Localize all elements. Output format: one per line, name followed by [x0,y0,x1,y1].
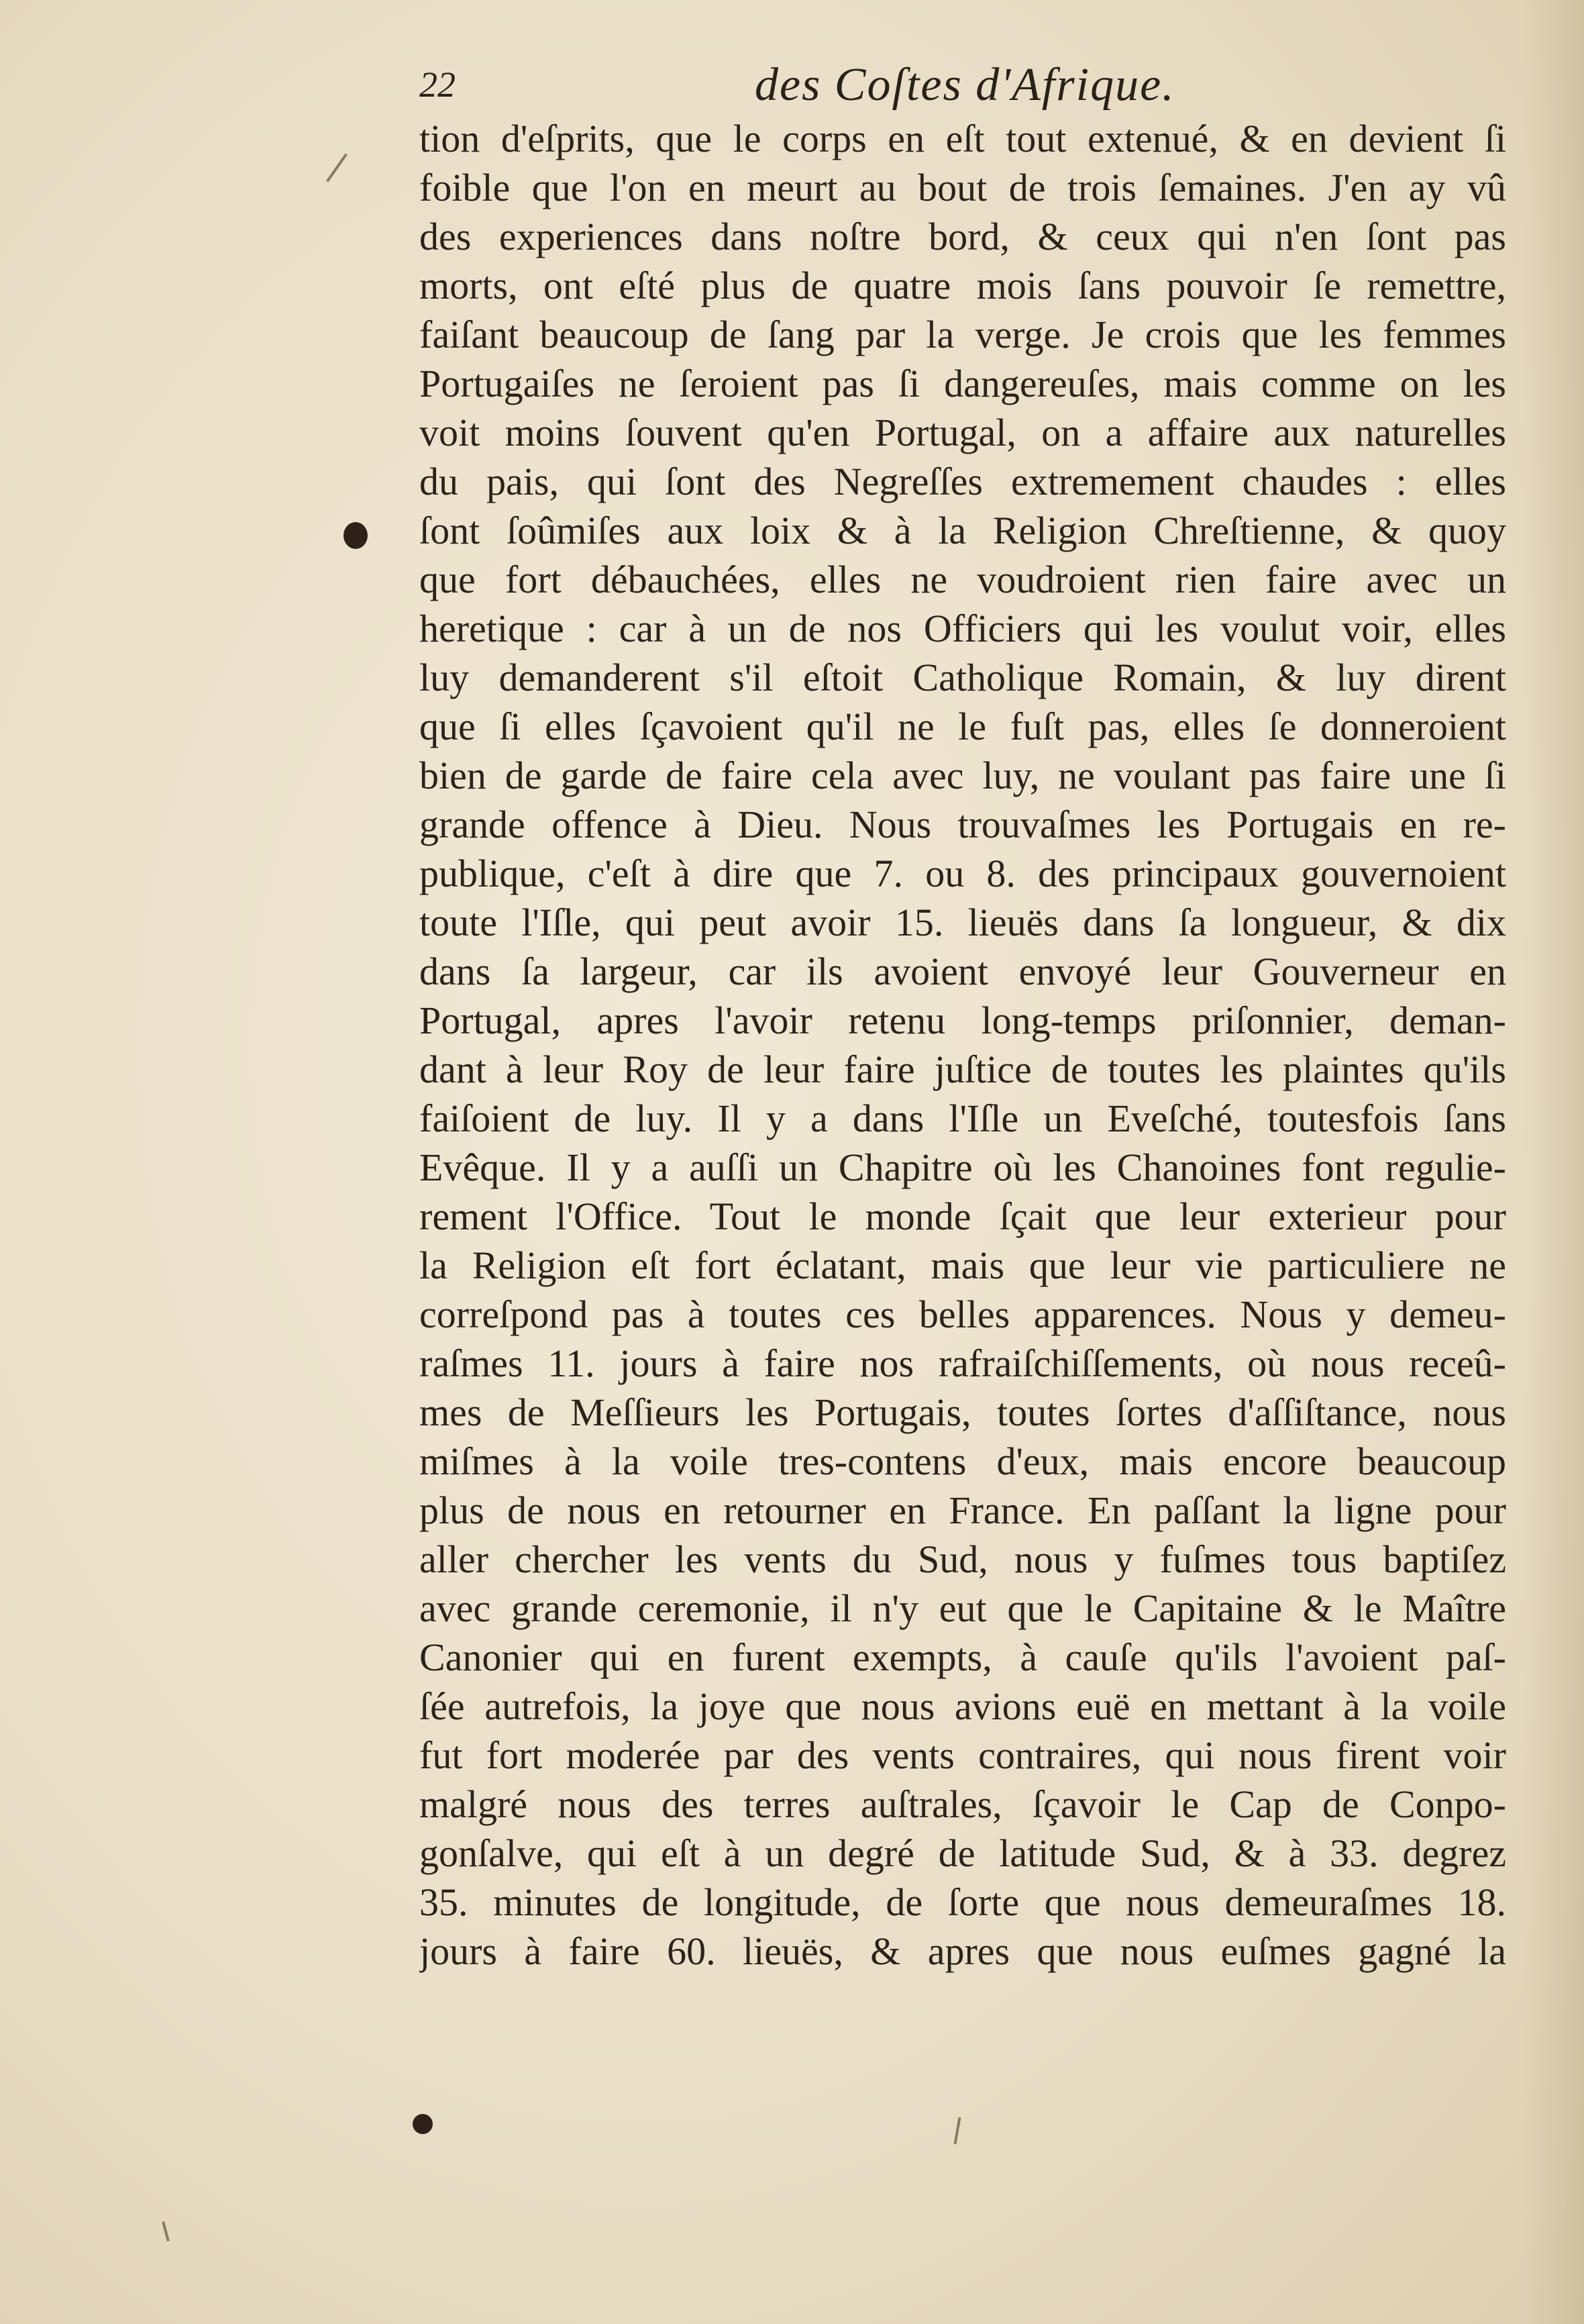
text-line: ſée autrefois, la joye que nous avions euë en mettant à la voile [419,1684,1506,1728]
text-line: Evêque. Il y a auſſi un Chapitre où les Chanoines font regulie- [419,1146,1506,1189]
text-line: foible que l'on en meurt au bout de trois ſemaines. J'en ay vû [419,166,1506,209]
text-line: plus de nous en retourner en France. En paſſant la ligne pour [419,1488,1506,1532]
text-line: du pais, qui ſont des Negreſſes extremement chaudes : elles [419,460,1506,503]
text-line: gonſalve, qui eſt à un degré de latitude Sud, & à 33. degrez [419,1831,1506,1875]
text-line: grande offence à Dieu. Nous trouvaſmes les Portugais en re- [419,803,1506,846]
text-line: dans ſa largeur, car ils avoient envoyé leur Gouverneur en [419,950,1506,993]
text-line: faiſoient de luy. Il y a dans l'Iſle un Eveſché, toutesfois ſans [419,1097,1506,1140]
text-line: des experiences dans noſtre bord, & ceux qui n'en ſont pas [419,215,1506,258]
text-line: aller chercher les vents du Sud, nous y fuſmes tous baptiſez [419,1537,1506,1581]
text-line: rement l'Office. Tout le monde ſçait que leur exterieur pour [419,1195,1506,1238]
text-line: luy demanderent s'il eſtoit Catholique Romain, & luy dirent [419,656,1506,699]
text-line: bien de garde de faire cela avec luy, ne voulant pas faire une ſi [419,754,1506,797]
text-line: publique, c'eſt à dire que 7. ou 8. des principaux gouvernoient [419,852,1506,895]
paper-mark [162,2221,170,2241]
text-line: correſpond pas à toutes ces belles apparences. Nous y demeu- [419,1293,1506,1336]
text-line: raſmes 11. jours à faire nos rafraiſchiſſements, où nous receû- [419,1342,1506,1385]
text-line: voit moins ſouvent qu'en Portugal, on a affaire aux naturelles [419,411,1506,454]
text-line: toute l'Iſle, qui peut avoir 15. lieuës dans ſa longueur, & dix [419,901,1506,944]
ink-blot [413,2114,433,2134]
text-line: fut fort moderée par des vents contraires, qui nous firent voir [419,1733,1506,1777]
ink-blot [344,522,368,549]
text-line: heretique : car à un de nos Officiers qui les voulut voir, elles [419,607,1506,650]
paper-mark [954,2117,961,2144]
text-line: dant à leur Roy de leur faire juſtice de toutes les plaintes qu'ils [419,1048,1506,1091]
text-line: que fort débauchées, elles ne voudroient rien faire avec un [419,558,1506,601]
text-line: mes de Meſſieurs les Portugais, toutes ſortes d'aſſiſtance, nous [419,1391,1506,1434]
text-line: jours à faire 60. lieuës, & apres que nous euſmes gagné la [419,1929,1506,1973]
text-line: ſont ſoûmiſes aux loix & à la Religion Chreſtienne, & quoy [419,509,1506,552]
text-line: tion d'eſprits, que le corps en eſt tout extenué, & en devient ſi [419,117,1506,160]
text-line: malgré nous des terres auſtrales, ſçavoir le Cap de Conpo- [419,1782,1506,1826]
text-line: Portugaiſes ne ſeroient pas ſi dangereuſes, mais comme on les [419,362,1506,405]
text-line: morts, ont eſté plus de quatre mois ſans pouvoir ſe remettre, [419,264,1506,307]
text-line: miſmes à la voile tres-contens d'eux, mais encore beaucoup [419,1439,1506,1483]
text-line: avec grande ceremonie, il n'y eut que le Capitaine & le Maître [419,1586,1506,1630]
running-title: des Coſtes d'Afrique. [755,59,1175,111]
text-line: 35. minutes de longitude, de ſorte que nous demeuraſmes 18. [419,1880,1506,1924]
body-text [419,114,1506,1976]
page-number: 22 [419,64,456,105]
text-line: Canonier qui en furent exempts, à cauſe qu'ils l'avoient paſ- [419,1635,1506,1679]
text-line: Portugal, apres l'avoir retenu long-temps priſonnier, deman- [419,999,1506,1042]
page-header [419,59,1506,117]
text-line: faiſant beaucoup de ſang par la verge. Je crois que les femmes [419,313,1506,356]
text-line: que ſi elles ſçavoient qu'il ne le fuſt pas, elles ſe donneroient [419,705,1506,748]
paper-mark [326,153,348,182]
text-line: la Religion eſt fort éclatant, mais que leur vie particuliere ne [419,1244,1506,1287]
